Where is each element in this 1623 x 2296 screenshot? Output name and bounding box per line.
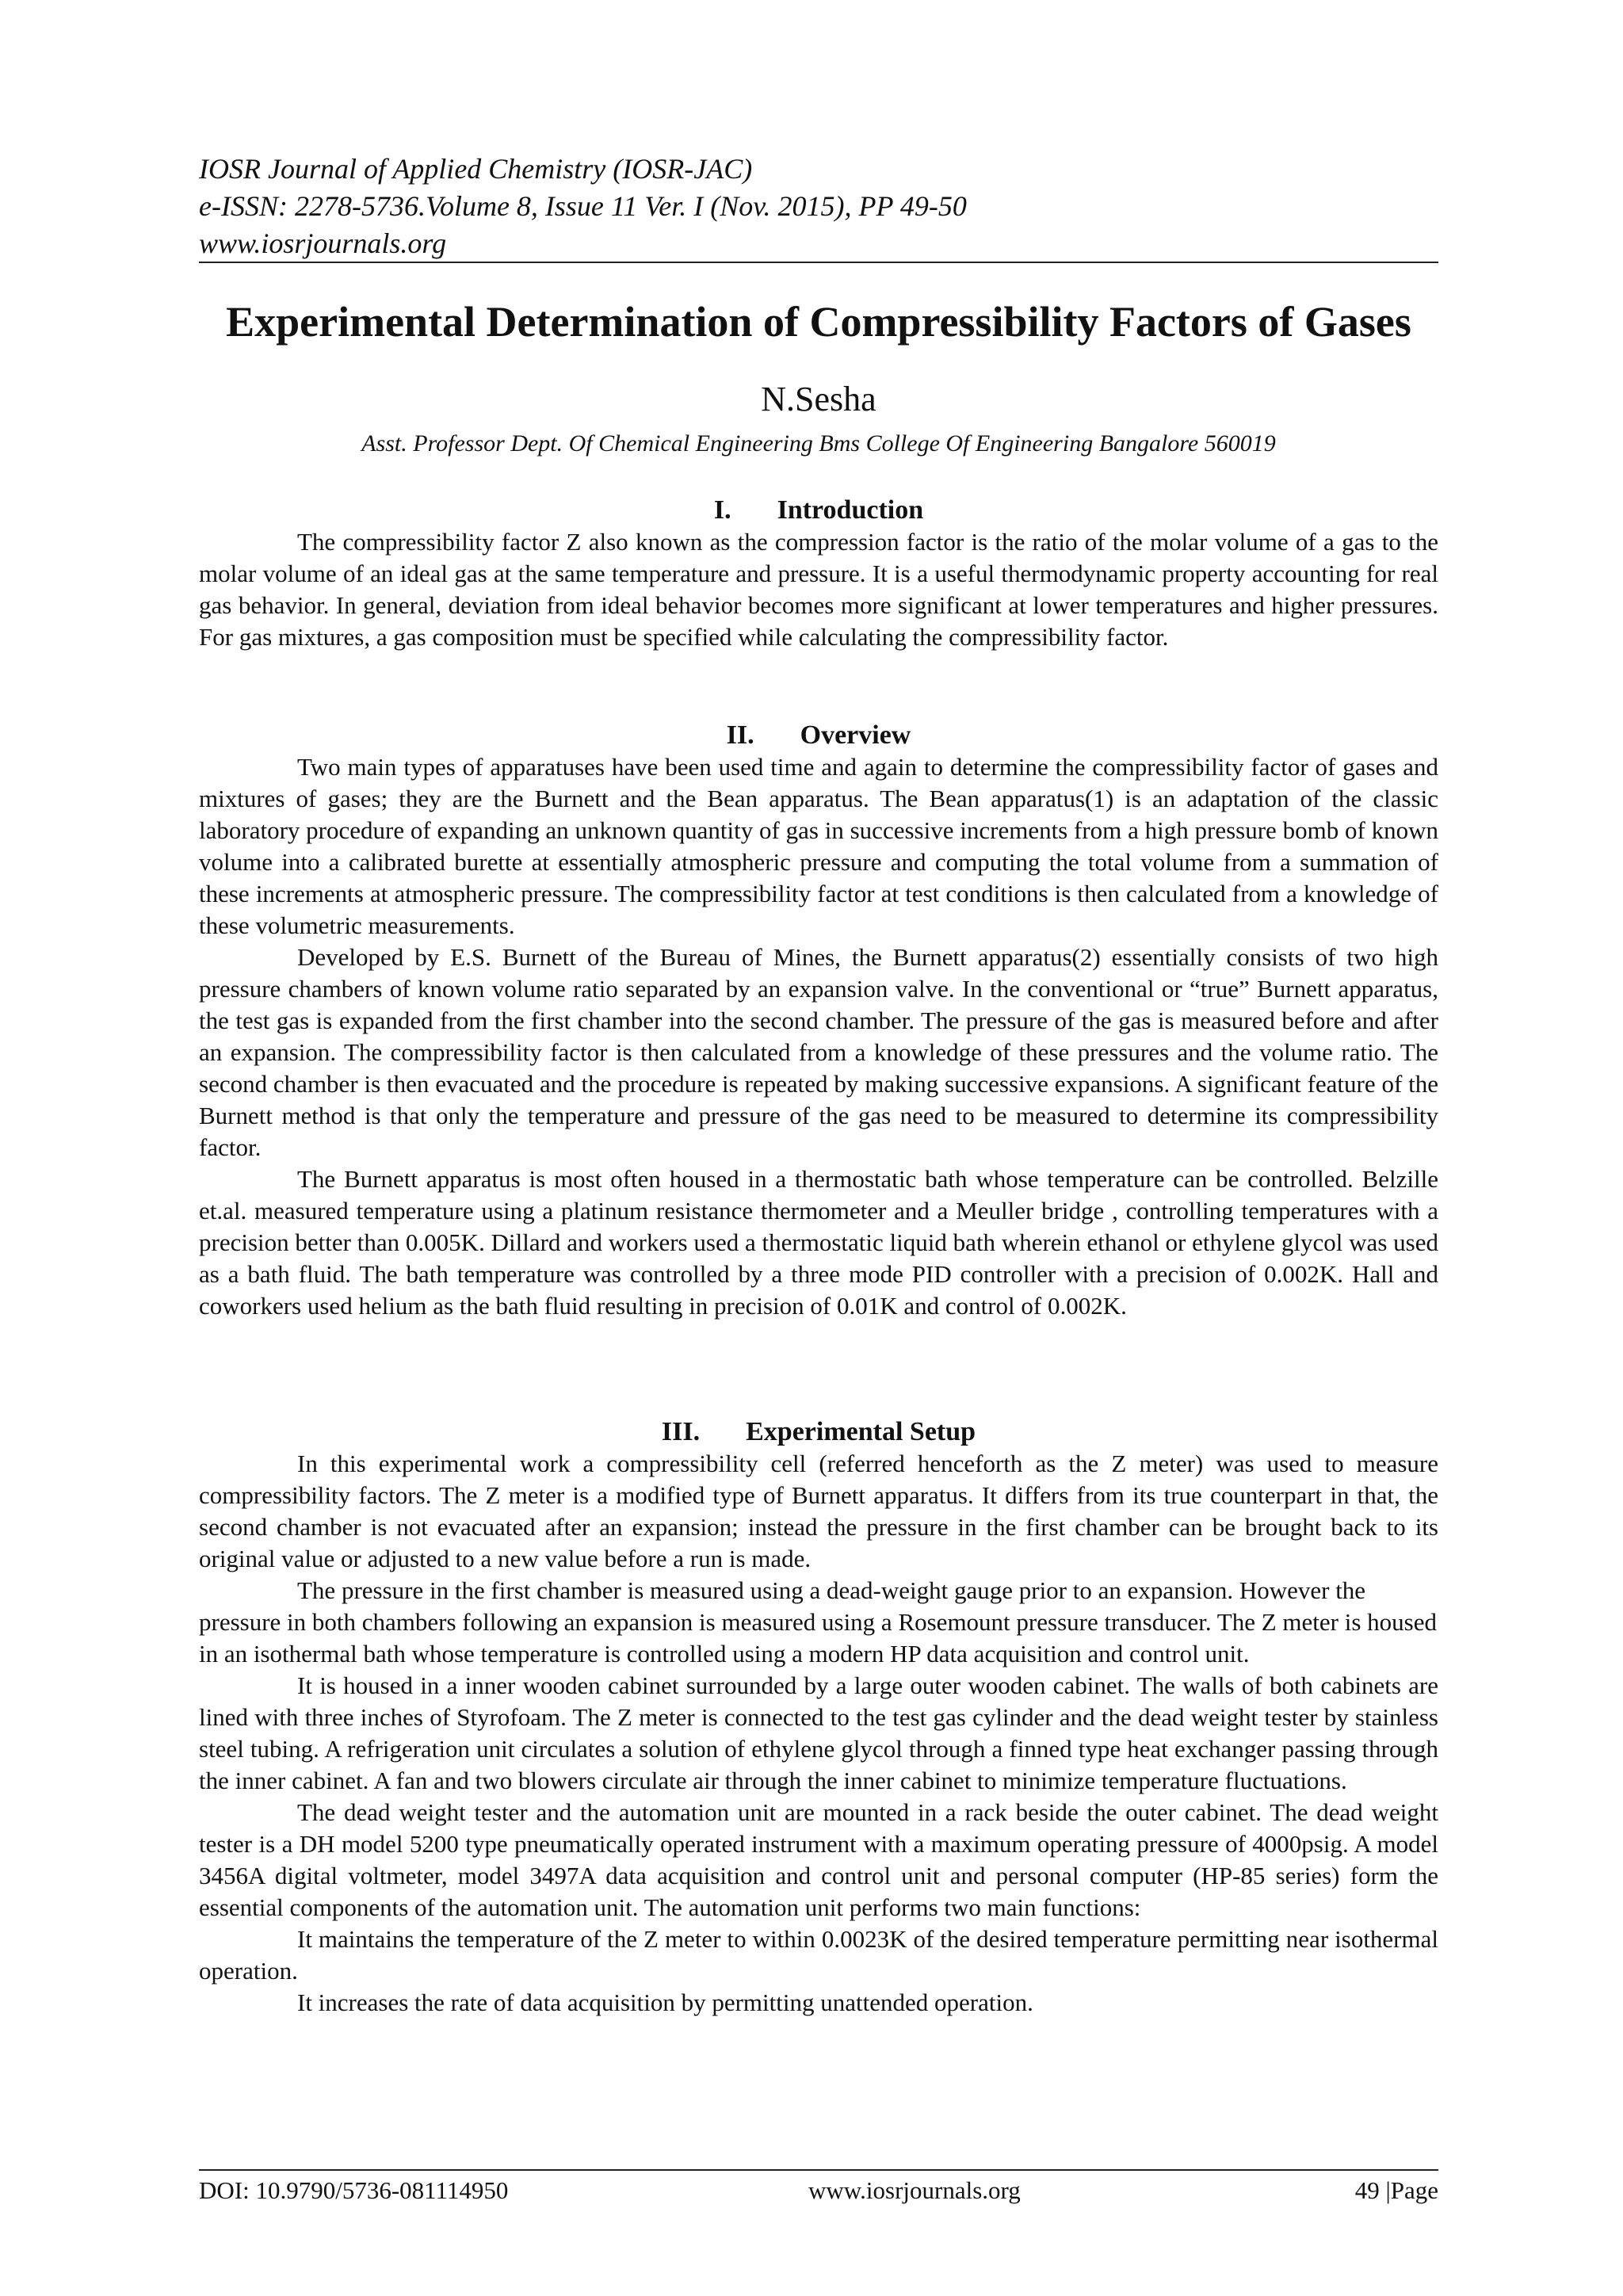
journal-issn: e-ISSN: 2278-5736.Volume 8, Issue 11 Ver. I (Nov. 2015), PP 49-50 <box>199 190 967 222</box>
section-heading <box>199 1416 1438 1448</box>
author-affiliation: Asst. Professor Dept. Of Chemical Engineering Bms College Of Engineering Bangalore 560019 <box>361 430 1276 457</box>
paragraph: It maintains the temperature of the Z meter to within 0.0023K of the desired temperature permitting near isothermal operation. <box>199 1925 1438 1985</box>
section-number: III. <box>661 1417 701 1446</box>
section-overview <box>199 720 1438 1322</box>
section-experimental-setup <box>199 1416 1438 2019</box>
section-title: Introduction <box>777 495 924 525</box>
author-name: N.Sesha <box>761 380 876 418</box>
journal-name: IOSR Journal of Applied Chemistry (IOSR-JAC) <box>199 153 753 185</box>
paragraph: Developed by E.S. Burnett of the Bureau of Mines, the Burnett apparatus(2) essentially consists of two high pressure chambers of known volume ratio separated by an expansion valve. In the conventional or “true” Burnett apparatus, the test gas is expanded from the first chamber into the second chamber. The pressure of the gas is measured before and after an expansion. The compressibility factor is then calculated from a knowledge of these pressures and the volume ratio. The second chamber is then evacuated and the procedure is repeated by making successive expansions. A significant feature of the Burnett method is that only the temperature and pressure of the gas need to be measured to determine its compressibility factor. <box>199 943 1438 1161</box>
paper-title: Experimental Determination of Compressibility Factors of Gases <box>226 298 1411 346</box>
paragraph: The Burnett apparatus is most often housed in a thermostatic bath whose temperature can be controlled. Belzille et.al. measured temperature using a platinum resistance thermometer and a Meuller bridge , controlling temperatures with a precision better than 0.005K. Dillard and workers used a thermostatic liquid bath wherein ethanol or ethylene glycol was used as a bath fluid. The bath temperature was controlled by a three mode PID controller with a precision of 0.002K. Hall and coworkers used helium as the bath fluid resulting in precision of 0.01K and control of 0.002K. <box>199 1165 1438 1320</box>
paragraph: It is housed in a inner wooden cabinet surrounded by a large outer wooden cabinet. The walls of both cabinets are lined with three inches of Styrofoam. The Z meter is connected to the test gas cylinder and the dead weight tester by stainless steel tubing. A refrigeration unit circulates a solution of ethylene glycol through a finned type heat exchanger passing through the inner cabinet. A fan and two blowers circulate air through the inner cabinet to minimize temperature fluctuations. <box>199 1671 1438 1794</box>
section-title: Overview <box>800 720 911 750</box>
footer-website: www.iosrjournals.org <box>808 2176 1021 2204</box>
paragraph: The dead weight tester and the automation unit are mounted in a rack beside the outer cabinet. The dead weight tester is a DH model 5200 type pneumatically operated instrument with a maximum operating pressure of 4000psig. A model 3456A digital voltmeter, model 3497A data acquisition and control unit and personal computer (HP-85 series) form the essential components of the automation unit. The automation unit performs two main functions: <box>199 1798 1438 1921</box>
section-title: Experimental Setup <box>746 1417 976 1446</box>
journal-website: www.iosrjournals.org <box>199 227 447 259</box>
footer-rule <box>199 2169 1438 2171</box>
paragraph: It increases the rate of data acquisition by permitting unattended operation. <box>297 1988 1033 2016</box>
section-heading <box>199 720 1438 751</box>
paragraph: The pressure in the first chamber is measured using a dead-weight gauge prior to an expansion. However the pressure in both chambers following an expansion is measured using a Rosemount pressure transducer. The Z meter is housed in an isothermal bath whose temperature is controlled using a modern HP data acquisition and control unit. <box>199 1576 1437 1668</box>
footer-doi: DOI: 10.9790/5736-081114950 <box>199 2176 509 2204</box>
header-rule <box>199 262 1438 263</box>
paragraph: In this experimental work a compressibility cell (referred henceforth as the Z meter) was used to measure compressibility factors. The Z meter is a modified type of Burnett apparatus. It differs from its true counterpart in that, the second chamber is not evacuated after an expansion; instead the pressure in the first chamber can be brought back to its original value or adjusted to a new value before a run is made. <box>199 1450 1438 1572</box>
footer-page-number: 49 |Page <box>1354 2176 1438 2204</box>
section-number: II. <box>726 720 754 750</box>
section-introduction <box>199 495 1438 653</box>
paragraph: The compressibility factor Z also known as the compression factor is the ratio of the molar volume of a gas to the molar volume of an ideal gas at the same temperature and pressure. It is a useful thermodynamic property accounting for real gas behavior. In general, deviation from ideal behavior becomes more significant at lower temperatures and higher pressures. For gas mixtures, a gas composition must be specified while calculating the compressibility factor. <box>199 528 1438 651</box>
section-heading <box>199 495 1438 526</box>
paragraph: Two main types of apparatuses have been used time and again to determine the compressibility factor of gases and mixtures of gases; they are the Burnett and the Bean apparatus. The Bean apparatus(1) is an adaptation of the classic laboratory procedure of expanding an unknown quantity of gas in successive increments from a high pressure bomb of known volume into a calibrated burette at essentially atmospheric pressure and computing the total volume from a summation of these increments at atmospheric pressure. The compressibility factor at test conditions is then calculated from a knowledge of these volumetric measurements. <box>199 753 1438 939</box>
journal-header <box>199 151 1435 262</box>
section-number: I. <box>713 495 731 525</box>
